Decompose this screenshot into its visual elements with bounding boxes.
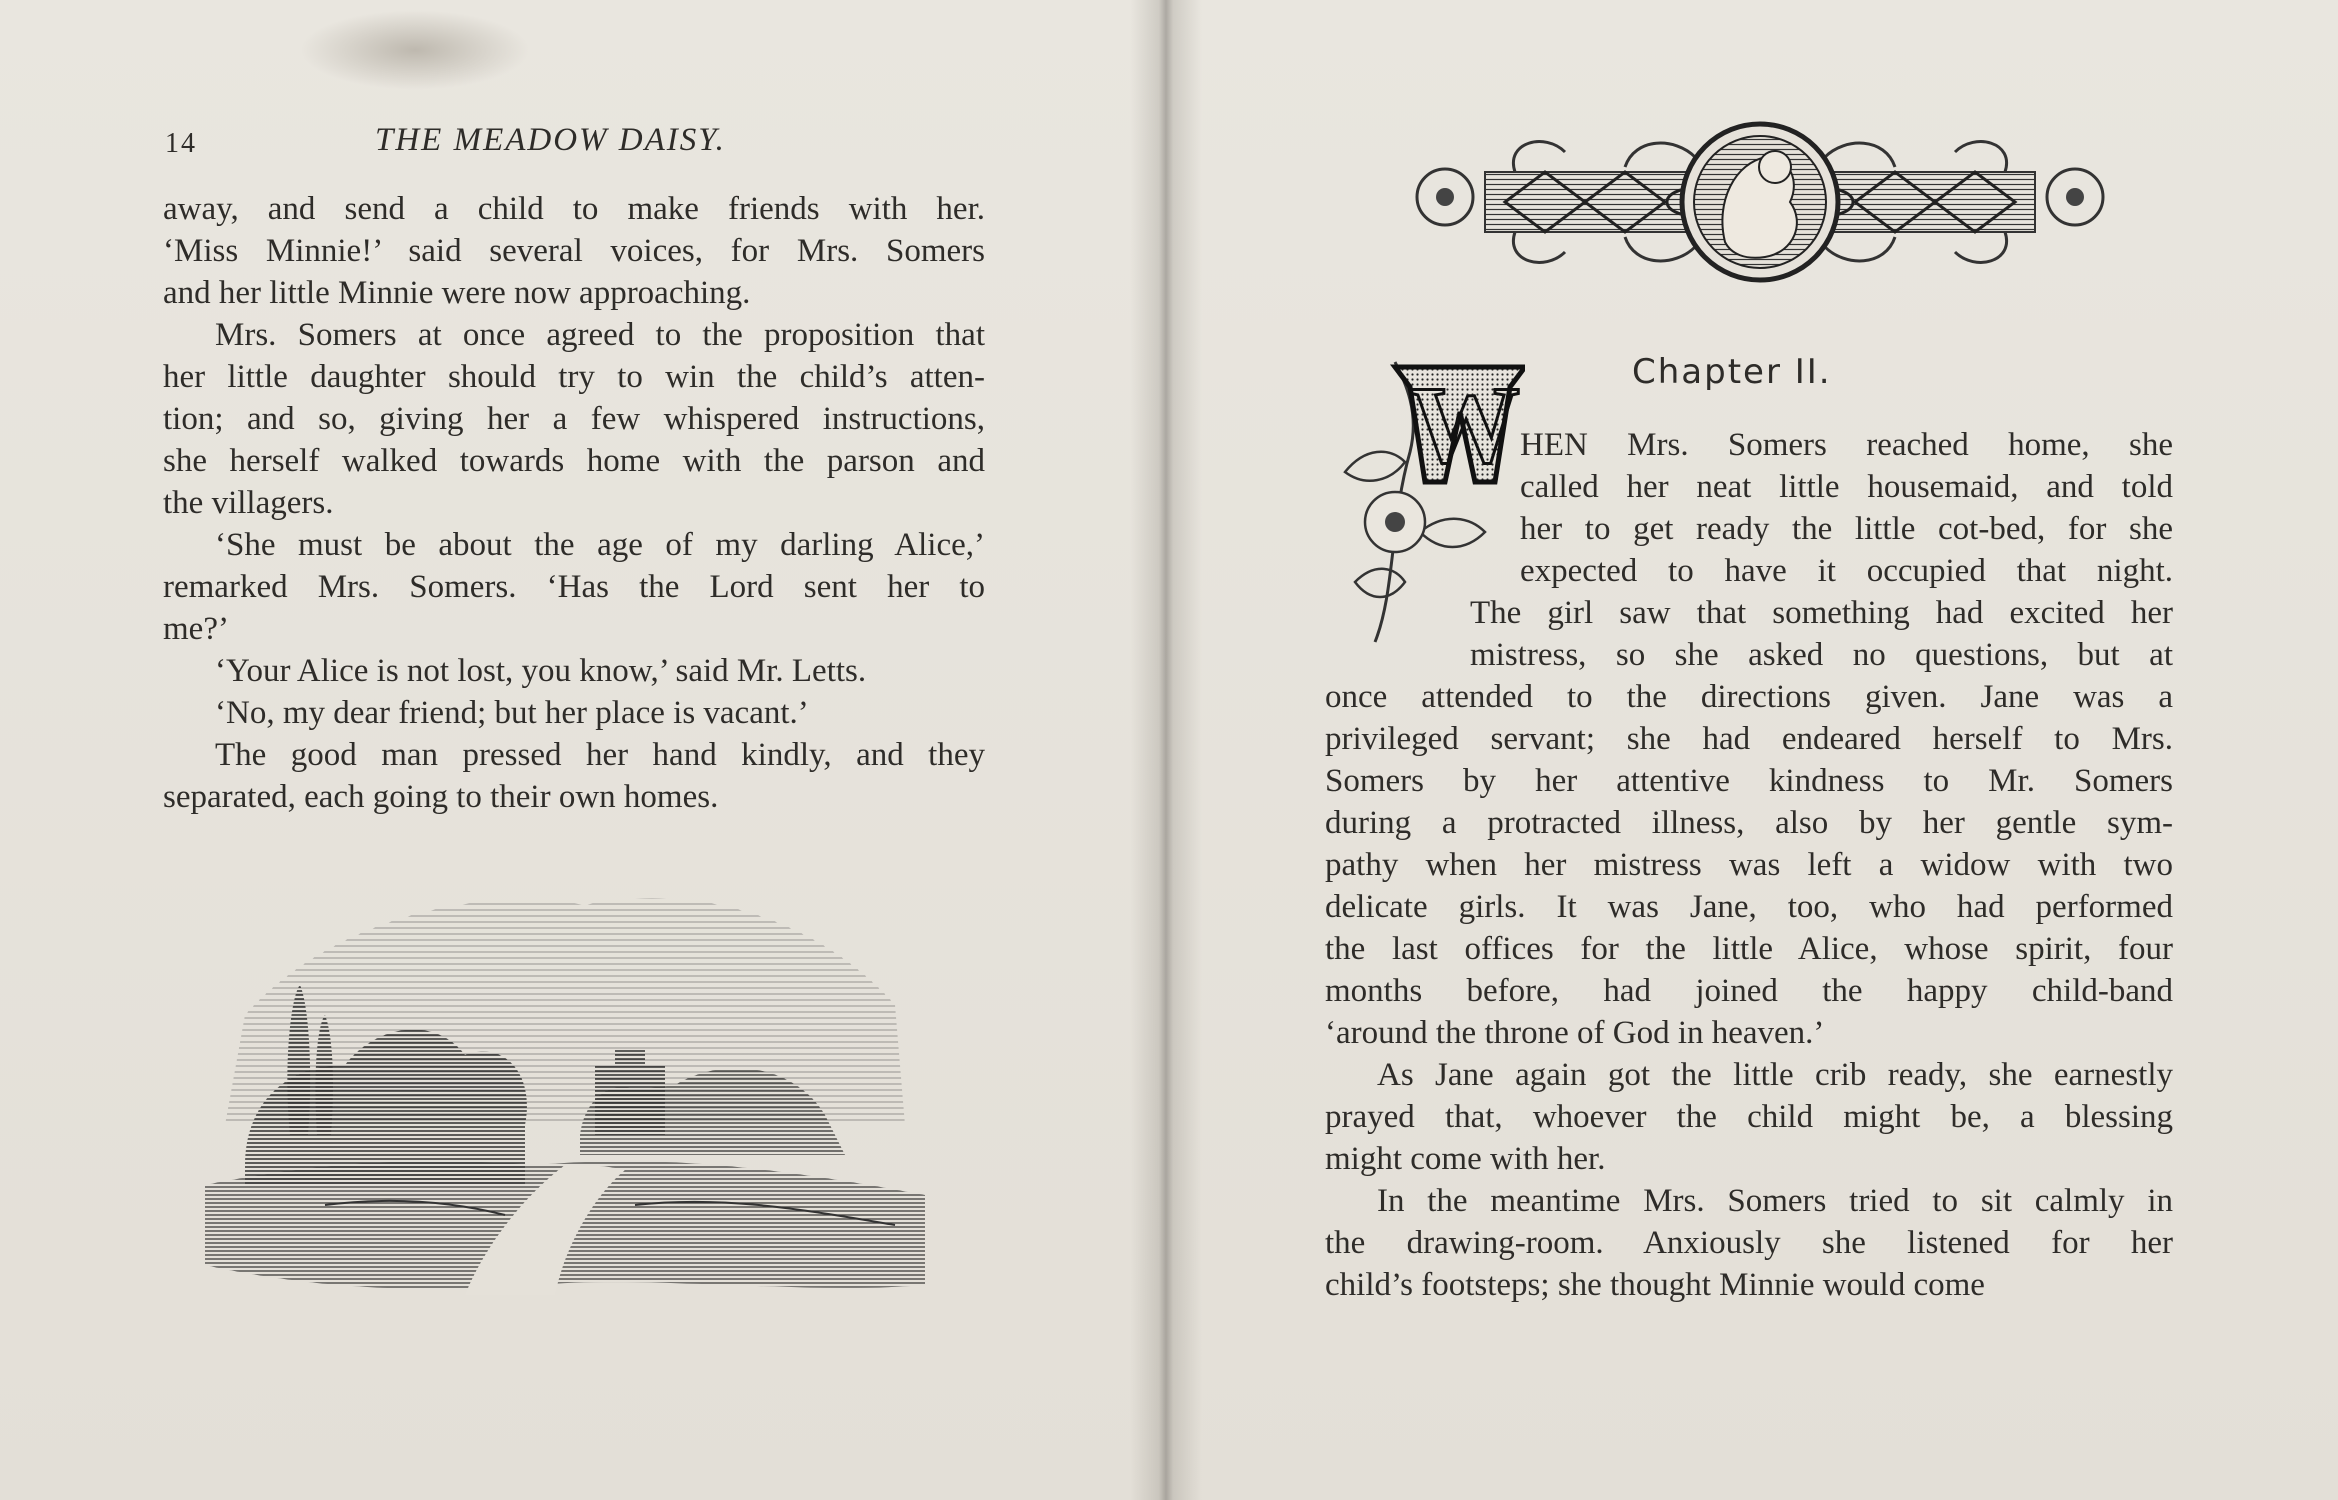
text-line: mistress, so she asked no questions, but at [1470,637,2173,673]
text-line: child’s footsteps; she thought Minnie would come [1325,1267,1985,1303]
running-title: THE MEADOW DAISY. [375,122,726,158]
text-line: me?’ [163,611,229,647]
left-page-text [163,188,985,818]
paragraph [163,188,985,314]
text-line: In the meantime Mrs. Somers tried to sit calmly in [1377,1183,2173,1219]
text-line: her to get ready the little cot-bed, for she [1520,511,2173,547]
text-line: prayed that, whoever the child might be, a blessing [1325,1099,2173,1135]
text-line: The good man pressed her hand kindly, and they [215,737,985,773]
text-line: ‘around the throne of God in heaven.’ [1325,1015,1825,1051]
paragraph [1325,1180,2173,1306]
paragraph [163,692,985,734]
paragraph [163,314,985,524]
landscape-engraving [205,865,935,1295]
paragraph [163,734,985,818]
text-line: Somers by her attentive kindness to Mr. Somers [1325,763,2173,799]
book-gutter [1130,0,1202,1500]
paragraph [1325,424,2173,676]
text-line: expected to have it occupied that night. [1520,553,2173,589]
paragraph [1325,676,2173,1054]
text-line: and her little Minnie were now approaching. [163,275,751,311]
text-line: The girl saw that something had excited her [1470,595,2173,631]
text-line: the last offices for the little Alice, whose spirit, four [1325,931,2173,967]
text-line: the villagers. [163,485,334,521]
paper-stain [300,10,530,90]
text-line: tion; and so, giving her a few whispered instructions, [163,401,985,437]
text-line: the drawing-room. Anxiously she listened for her [1325,1225,2173,1261]
text-line: separated, each going to their own homes. [163,779,719,815]
chapter-headpiece-ornament [1395,112,2125,292]
text-line: months before, had joined the happy child-band [1325,973,2173,1009]
text-line: Mrs. Somers at once agreed to the proposition that [215,317,985,353]
paragraph [163,524,985,650]
page-number: 14 [165,128,197,159]
text-line: ‘She must be about the age of my darling Alice,’ [215,527,985,563]
left-page [0,0,1166,1500]
text-line: once attended to the directions given. Jane was a [1325,679,2173,715]
text-line: ‘Your Alice is not lost, you know,’ said Mr. Letts. [215,653,867,689]
text-line: pathy when her mistress was left a widow with two [1325,847,2173,883]
text-line: HEN Mrs. Somers reached home, she [1520,427,2173,463]
running-head [165,122,985,172]
text-line: delicate girls. It was Jane, too, who had performed [1325,889,2173,925]
text-line: during a protracted illness, also by her gentle sym- [1325,805,2173,841]
right-page-text [1325,424,2173,1306]
drop-cap-letter: W [1410,364,1520,486]
chapter-title: Chapter II. [1632,352,1832,392]
text-line: her little daughter should try to win the child’s atten- [163,359,985,395]
text-line: might come with her. [1325,1141,1606,1177]
text-line: ‘Miss Minnie!’ said several voices, for Mrs. Somers [163,233,985,269]
text-line: As Jane again got the little crib ready, she earnestly [1377,1057,2173,1093]
paragraph [163,650,985,692]
text-line: remarked Mrs. Somers. ‘Has the Lord sent her to [163,569,985,605]
text-line: ‘No, my dear friend; but her place is vacant.’ [215,695,809,731]
text-line: she herself walked towards home with the parson and [163,443,985,479]
text-line: away, and send a child to make friends with her. [163,191,985,227]
text-line: privileged servant; she had endeared herself to Mrs. [1325,721,2173,757]
paragraph [1325,1054,2173,1180]
text-line: called her neat little housemaid, and told [1520,469,2173,505]
